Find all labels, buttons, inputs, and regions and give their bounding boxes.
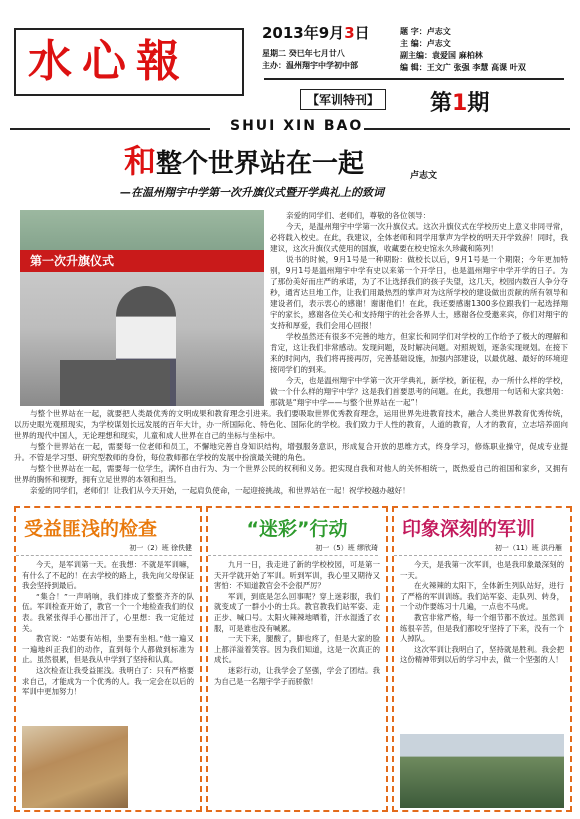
podium [60, 360, 170, 406]
article-body-bottom [14, 408, 568, 500]
paragraph: 教官非常严格，每一个细节都不放过。虽然训练很辛苦，但是我们都咬牙坚持了下来，没有一个人掉队。 [400, 612, 564, 644]
paragraph: 亲爱的同学们、老师们，尊敬的各位领导： [286, 211, 431, 220]
paragraph: 今天，也是温州翔宇中学第一次开学典礼，新学校，新征程，办一所什么样的学校，做一个什么样的翔宇中学？这是我们首要思考的问题。在此，我想用一句话和大家共勉：那就是“翔宇中学——与整个世界站在一起”！ [270, 376, 568, 406]
paragraph: 亲爱的同学们，老师们！让我们从今天开始，一起肩负使命，一起迎接挑战，和世界站在一起！祝学校越办越好！ [30, 486, 410, 495]
subheadline: —在温州翔宇中学第一次升旗仪式暨开学典礼上的致词 [120, 186, 384, 199]
paragraph: 今天，是军训第一天。在我想：不就是军训嘛，有什么了不起的！在去学校的路上，我先向父母保证我会坚持到最后。 [22, 560, 194, 591]
headline [124, 136, 364, 182]
column-author: 初一（2）班 徐佚健 [16, 543, 192, 556]
paragraph: 说书的时候，9月1号是一种期盼：做校长以后，9月1号是一个期限；今年更加特别，9月1号是温州翔宇中学有史以来第一个开学日，也是温州翔宇中学开学的日子。为了那份美好而庄严的承诺，为了不让选择我们的孩子失望，这几天，校园内数百人争分夺秒，通宵达旦地工作，让我们用最热烈的掌声对为这所学校的建设做出贡献的所有领导和建设者们，表示衷心的感谢！谢谢他们！在此，我还要感谢1300多位跟我们一起选择翔宇的家长，感谢各位关心和支持翔宇的社会各界人士，感谢各位受邀来宾，你们对翔宇的支持和厚爱，我们会用心回报！ [270, 255, 568, 330]
newspaper-title: 水心報 [28, 36, 190, 87]
column-title: “迷彩”行动 [246, 518, 348, 540]
date-suffix: 日 [354, 24, 370, 42]
column-author: 初一（11）班 洪丹雁 [394, 543, 562, 556]
divider [10, 128, 210, 130]
ceremony-photo [20, 210, 264, 406]
column-title: 印象深刻的军训 [402, 518, 536, 540]
paragraph: 九月一日，我走进了新的学校校园，可是第一天开学就开始了军训。听到军训，我心里又期待又害怕：不知道教官会不会很严厉？ [214, 560, 380, 591]
date-day: 3 [344, 24, 355, 42]
paragraph: 教官说：“站要有站相，坐要有坐相。”他一遍又一遍地纠正我们的动作，直到每个人都做到标准为止。虽然很累，但是我从中学到了坚持和认真。 [22, 634, 194, 665]
photo-banner: 第一次升旗仪式 [20, 250, 264, 272]
credit-line: 题 字：卢志文 [400, 27, 451, 36]
special-label: 【军训特刊】 [300, 89, 386, 110]
column-author: 初一（5）班 缪欣琦 [208, 543, 378, 556]
paragraph: 与整个世界站在一起，需要每一位老师和员工，不懈地完善自身知识结构，增强服务意识，形成复合开放的思维方式，终身学习，修炼职业操守，促成专业提升。不管是学习型、研究型教师的身份，每位教师都在学校的发展中扮演最关键的角色。 [14, 442, 568, 462]
credit-line: 副主编：袁爱国 麻柏林 [400, 51, 483, 60]
column-title: 受益匪浅的检查 [24, 518, 158, 540]
column-article-1 [14, 506, 202, 812]
paragraph: 与整个世界站在一起，需要每一位学生，满怀自由行为、为一个世界公民的权利和义务。把实现自我和对他人的关怀相统一，既热爱自己的祖国和家乡，又拥有世界的胸怀和视野，拥有立足世界的本领和担当。 [14, 464, 568, 484]
training-photo [400, 734, 564, 808]
column-text [16, 556, 200, 712]
article-body-right [270, 210, 568, 406]
headline-first-char: 和 [124, 142, 157, 180]
issue-prefix: 第 [430, 91, 453, 116]
paragraph: “集合！”一声哨响，我们排成了整整齐齐的队伍。军训检查开始了，教官一个一个地检查我们的仪表。我紧张得手心都出汗了，心里想：我一定能过关。 [22, 591, 194, 633]
paragraph: 军训，到底是怎么回事呢？穿上迷彩服，我们就变成了一群小小的士兵。教官教我们站军姿、走正步、喊口号。太阳火辣辣地晒着，汗水湿透了衣服，可是谁也没有喊累。 [214, 591, 380, 633]
paragraph: 学校虽然还有很多不完善的地方，但家长和同学们对学校的工作给予了极大的理解和肯定，这让我们非常感动。发现问题，及时解决问题。对照规划，逐条实现规划。在接下来的时间内，我们将再接再厉，完善基础设施，加强内部建设，以最优越、最好的环境迎接同学们的到来。 [270, 332, 568, 374]
paragraph: 在火辣辣的太阳下，全体新生列队站好，进行了严格的军训训练。我们站军姿、走队列、转身，一个动作要练习十几遍，一点也不马虎。 [400, 581, 564, 612]
student-photo [22, 726, 128, 808]
paragraph: 这次军训让我明白了，坚持就是胜利。我会把这份精神带到以后的学习中去，做一个坚强的人！ [400, 644, 564, 665]
column-article-3 [392, 506, 572, 812]
issue-date [262, 22, 370, 43]
issue-suffix: 期 [467, 91, 490, 116]
issue-number [430, 86, 489, 117]
column-article-2 [206, 506, 388, 812]
paragraph: 迷彩行动，让我学会了坚强，学会了团结。我为自己是一名翔宇学子而骄傲！ [214, 665, 380, 686]
paragraph: 今天，是温州翔宇中学第一次升旗仪式。这次升旗仪式在学校历史上意义非同寻常，必将载入校史。在此，我建议，全体老师和同学用掌声为学校的明天开学致辞！同时，我建议，这次升旗仪式使用的国旗，收藏要在校史馆永久珍藏和陈列！ [270, 222, 568, 253]
paragraph: 与整个世界站在一起，就要把人类最优秀的文明成果和教育理念引进来。我们要吸取世界优秀教育理念，运用世界先进教育技术，融合人类世界教育优秀传统，以历史眼光观照现实，为学校谋划长远发展的百年大计，办一所国际化、特色化、国际化的学校。我们致力于人性的教育，人道的教育，人才的教育，立志培养面向世界的现代中国人，无论理想和现实，儿童和成人世界在自己的坐标与坐标中。 [14, 409, 568, 440]
pinyin-title: SHUI XIN BAO [230, 118, 364, 134]
sponsor-line: 主办：温州翔宇中学初中部 [262, 61, 358, 70]
weekday-line: 星期二 癸巳年七月廿八 [262, 49, 345, 58]
credit-line: 编 辑：王文广 张强 李慧 高课 叶双 [400, 63, 526, 72]
issue-num: 1 [452, 91, 468, 116]
headline-rest: 整个世界站在一起 [156, 149, 365, 179]
column-text [394, 556, 570, 724]
divider [264, 78, 564, 80]
date-prefix: 2013年9月 [262, 24, 345, 42]
column-text [208, 556, 386, 814]
paragraph: 今天，是我第一次军训，也是我印象最深刻的一天。 [400, 560, 564, 580]
divider [364, 128, 570, 130]
masthead [14, 28, 244, 96]
article-author: 卢志文 [410, 171, 438, 181]
paragraph: 一天下来，腿酸了，脚也疼了，但是大家的脸上都洋溢着笑容。因为我们知道，这是一次真正的成长。 [214, 634, 380, 665]
paragraph: 这次检查让我受益匪浅。我明白了：只有严格要求自己，才能成为一个优秀的人。我一定会在以后的军训中更加努力！ [22, 665, 194, 697]
credit-line: 主 编：卢志文 [400, 39, 451, 48]
credits-block [400, 26, 526, 74]
